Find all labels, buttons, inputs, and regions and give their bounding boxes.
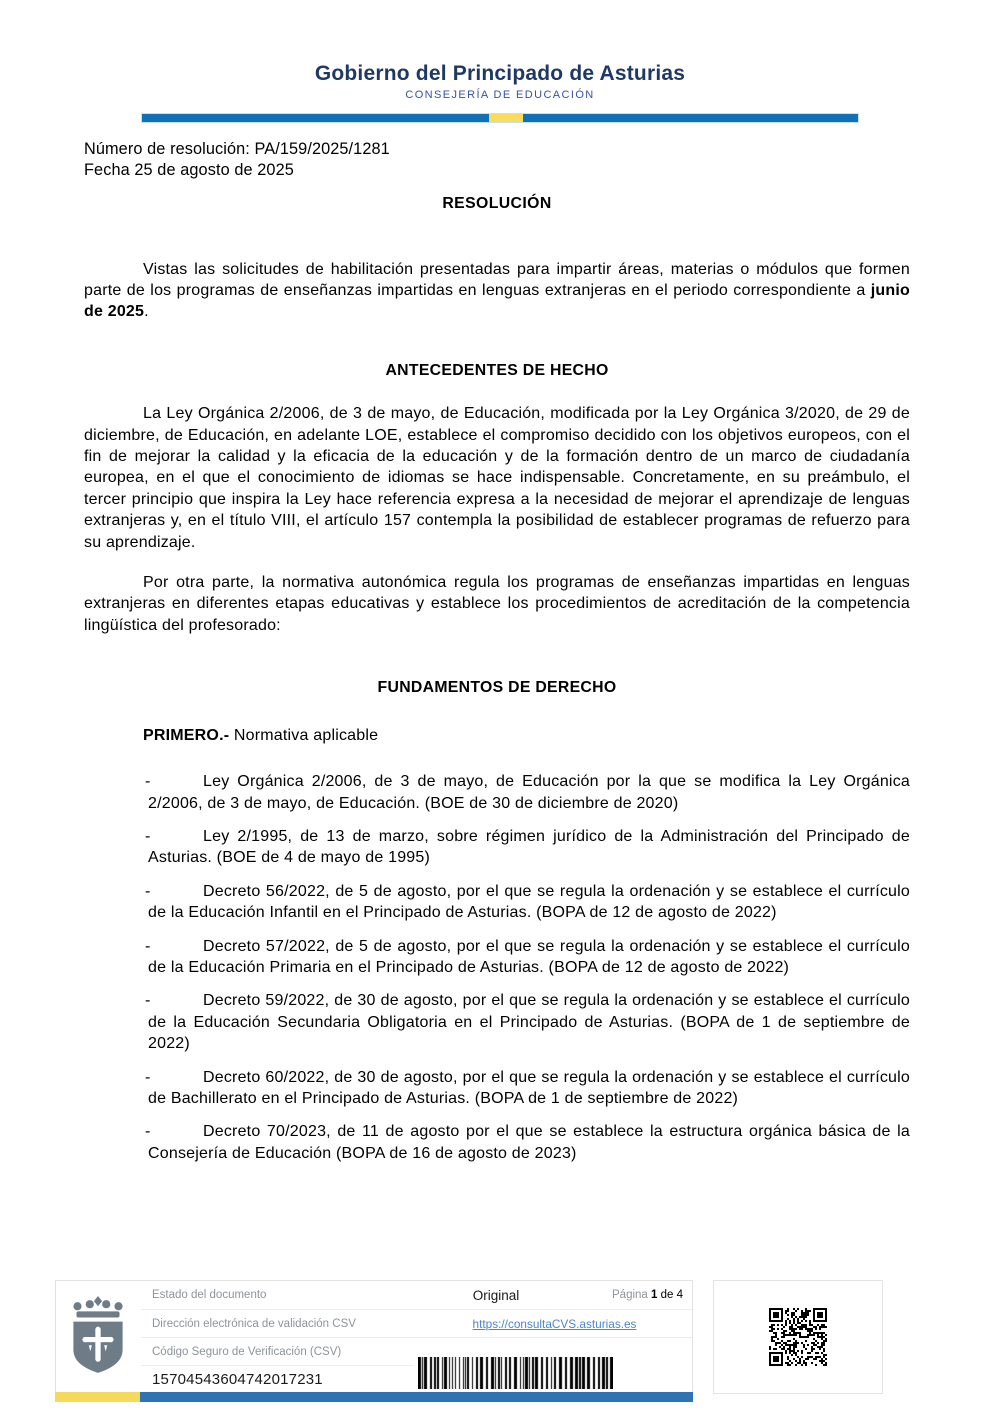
intro-suffix: . bbox=[144, 303, 149, 321]
barcode bbox=[418, 1357, 613, 1389]
footer-bar-blue bbox=[140, 1392, 693, 1402]
resolution-number: Número de resolución: PA/159/2025/1281 bbox=[84, 140, 390, 158]
primero-label: PRIMERO.- bbox=[143, 726, 230, 744]
estado-label: Estado del documento bbox=[152, 1289, 267, 1301]
qr-box bbox=[713, 1280, 883, 1394]
list-item bbox=[145, 1121, 910, 1164]
resolution-date: Fecha 25 de agosto de 2025 bbox=[84, 160, 294, 179]
footer-row-csv-url bbox=[141, 1309, 692, 1337]
page-number: 1 bbox=[651, 1289, 658, 1301]
org-title: Gobierno del Principado de Asturias bbox=[314, 62, 686, 85]
list-item bbox=[145, 1067, 910, 1110]
org-header bbox=[0, 62, 1000, 101]
list-item-marker: - bbox=[145, 937, 151, 955]
intro-paragraph bbox=[84, 259, 910, 323]
list-item bbox=[145, 881, 910, 924]
list-item bbox=[145, 936, 910, 979]
csv-code-label: Código Seguro de Verificación (CSV) bbox=[152, 1345, 342, 1358]
paragraph-normativa: Por otra parte, la normativa autonómica regula los programas de enseñanzas impartidas en lenguas extranjeras en diferentes etapas educativas y establece los procedimientos de acreditación de la competencia lingüística del profesorado: bbox=[84, 574, 910, 634]
normativa-list bbox=[84, 771, 910, 1164]
list-item-marker: - bbox=[145, 882, 151, 900]
header-divider-accent bbox=[489, 114, 523, 122]
section-heading-antecedentes: ANTECEDENTES DE HECHO bbox=[385, 361, 609, 379]
list-item-marker: - bbox=[145, 773, 151, 791]
list-item-text: Decreto 70/2023, de 11 de agosto por el que se establece la estructura orgánica básica de la Consejería de Educación (BOPA de 16 de agosto de 2023) bbox=[148, 1123, 910, 1162]
list-item-text: Ley 2/1995, de 13 de marzo, sobre régimen jurídico de la Administración del Principado de Asturias. (BOE de 4 de mayo de 1995) bbox=[148, 827, 910, 867]
list-item-marker: - bbox=[145, 1068, 151, 1086]
list-item-text: Decreto 57/2022, de 5 de agosto, por el que se regula la ordenación y se establece el currículo de la Educación Primaria en el Principado de Asturias. (BOPA de 12 de agosto de 2022) bbox=[148, 937, 910, 976]
list-item bbox=[145, 826, 910, 869]
list-item-text: Decreto 59/2022, de 30 de agosto, por el que se regula la ordenación y se establece el currículo de la Educación Secundaria Obligatoria en el Principado de Asturias. (BOPA de 1 de septiembre de 2022) bbox=[148, 992, 910, 1053]
page-label: Página bbox=[612, 1289, 652, 1301]
intro-text: Vistas las solicitudes de habilitación presentadas para impartir áreas, materias o módulos que formen parte de los programas de enseñanzas impartidas en lenguas extranjeras en el periodo correspondiente a bbox=[84, 260, 910, 299]
org-subtitle: CONSEJERÍA DE EDUCACIÓN bbox=[405, 89, 595, 101]
list-item-text: Decreto 56/2022, de 5 de agosto, por el que se regula la ordenación y se establece el currículo de la Educación Infantil en el Principado de Asturias. (BOPA de 12 de agosto de 2022) bbox=[148, 882, 910, 922]
paragraph-loe: La Ley Orgánica 2/2006, de 3 de mayo, de Educación, modificada por la Ley Orgánica 3/2020, de 29 de diciembre, de Educación, en adelante LOE, establece el compromiso decidido con los objetivos europeos, con el fin de mejorar la calidad y la eficacia de la educación y de la formación dentro de un marco de ciudadanía europea, en el que el conocimiento de idiomas se hace indispensable. Concretamente, en su preámbulo, el tercer principio que inspira la Ley hace referencia expresa a la necesidad de mejorar el aprendizaje de lenguas extranjeras y, en el título VIII, el artículo 157 contempla la posibilidad de establecer programas de refuerzo para su aprendizaje. bbox=[84, 405, 910, 551]
primero-heading bbox=[143, 725, 910, 746]
list-item-marker: - bbox=[145, 827, 151, 845]
primero-text: Normativa aplicable bbox=[229, 726, 379, 744]
csv-url-label: Dirección electrónica de validación CSV bbox=[152, 1317, 356, 1330]
page-indicator bbox=[575, 1289, 692, 1301]
estado-value: Original bbox=[472, 1287, 520, 1303]
document-title: RESOLUCIÓN bbox=[442, 195, 552, 213]
footer-partial-separator bbox=[141, 1365, 413, 1366]
qr-code bbox=[769, 1308, 827, 1366]
footer-bar-yellow bbox=[55, 1392, 140, 1402]
asturias-crest-icon bbox=[69, 1296, 127, 1376]
document-body bbox=[84, 139, 910, 1176]
list-item-text: Decreto 60/2022, de 30 de agosto, por el que se regula la ordenación y se establece el currículo de Bachillerato en el Principado de Asturias. (BOPA de 1 de septiembre de 2022) bbox=[148, 1068, 910, 1107]
list-item-marker: - bbox=[145, 992, 151, 1010]
intro-bold-date: junio de 2025 bbox=[84, 282, 910, 321]
list-item bbox=[145, 990, 910, 1054]
section-heading-fundamentos: FUNDAMENTOS DE DERECHO bbox=[377, 679, 617, 697]
page-total: de 4 bbox=[657, 1289, 683, 1301]
csv-code: 15704543604742017231 bbox=[152, 1370, 323, 1388]
csv-link[interactable]: https://consultaCVS.asturias.es bbox=[472, 1316, 637, 1331]
header-divider-bar bbox=[142, 114, 858, 122]
footer-row-estado bbox=[141, 1281, 692, 1309]
footer-info-box bbox=[55, 1280, 693, 1394]
list-item-marker: - bbox=[145, 1123, 151, 1141]
list-item bbox=[145, 771, 910, 814]
list-item-text: Ley Orgánica 2/2006, de 3 de mayo, de Educación por la que se modifica la Ley Orgánica 2/2006, de 3 de mayo, de Educación. (BOE de 30 de diciembre de 2020) bbox=[148, 773, 910, 812]
